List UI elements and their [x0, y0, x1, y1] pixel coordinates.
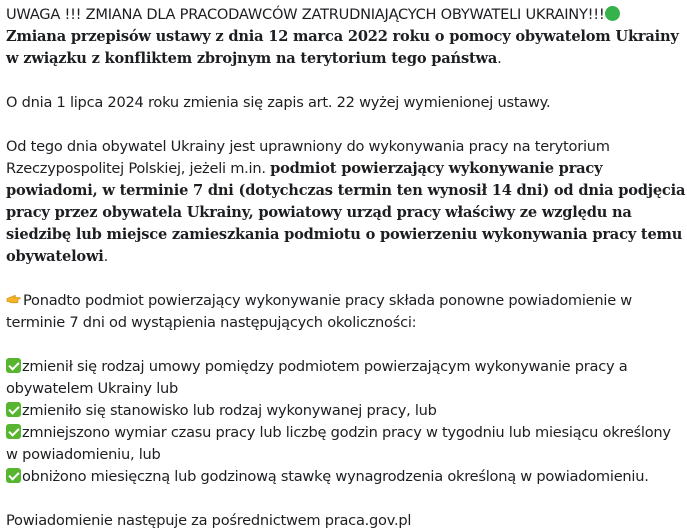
condition-text: zmniejszono wymiar czasu pracy lub liczbę godzin pracy w tygodniu lub miesiącu określony w powiadomieniu, lub [6, 424, 671, 463]
rights-bold-deadline: w terminie 7 dni (dotychczas termin ten wynosił 14 dni) od dnia podjęcia pracy przez obywatela Ukrainy, powiatowy urząd pracy właściwy ze względu na siedzibę lub miejsce zamieszkania podmiotu o powierzeniu wykonywania pracy temu obywatelowi [6, 182, 686, 265]
rights-period: . [103, 248, 109, 265]
condition-text: obniżono miesięczną lub godzinową stawkę wynagrodzenia określoną w powiadomieniu. [22, 468, 649, 485]
change-paragraph: O dnia 1 lipca 2024 roku zmienia się zapis art. 22 wyżej wymienionej ustawy. [6, 94, 551, 111]
check-mark-icon [6, 468, 21, 483]
post-title-text: UWAGA !!! ZMIANA DLA PRACODAWCÓW ZATRUDNIAJĄCYCH OBYWATELI UKRAINY!!! [6, 6, 605, 23]
post-title [6, 4, 686, 26]
post-body [6, 4, 686, 532]
notice-paragraph [6, 290, 686, 334]
check-mark-icon [6, 402, 21, 417]
condition-item-2 [6, 400, 686, 422]
condition-item-3 [6, 422, 686, 466]
pointing-hand-icon [6, 291, 22, 307]
rights-bold-subject: podmiot powierzający wykonywanie pracy powiadomi [6, 160, 603, 199]
footer-paragraph: Powiadomienie następuje za pośrednictwem praca.gov.pl [6, 512, 412, 529]
law-title-period: . [497, 50, 502, 67]
condition-item-1 [6, 356, 686, 400]
rights-paragraph [6, 136, 686, 268]
notice-text: Ponadto podmiot powierzający wykonywanie pracy składa ponowne powiadomienie w terminie 7 dni od wystąpienia następujących okoliczności: [6, 292, 632, 331]
condition-text: zmienił się rodzaj umowy pomiędzy podmiotem powierzającym wykonywanie pracy a obywatelem Ukrainy lub [6, 358, 628, 397]
condition-text: zmieniło się stanowisko lub rodzaj wykonywanej pracy, lub [22, 402, 437, 419]
condition-item-4 [6, 466, 686, 488]
check-mark-icon [6, 424, 21, 439]
rights-intro: Od tego dnia obywatel Ukrainy jest uprawniony do wykonywania pracy na terytorium Rzeczypospolitej Polskiej, jeżeli m.in. [6, 138, 610, 177]
rights-separator: , [92, 182, 103, 199]
post-subtitle [6, 26, 686, 70]
check-mark-icon [6, 358, 21, 373]
green-circle-icon [605, 6, 620, 21]
law-title: Zmiana przepisów ustawy z dnia 12 marca 2022 roku o pomocy obywatelom Ukrainy w związku z konfliktem zbrojnym na terytorium tego państwa [6, 28, 679, 67]
